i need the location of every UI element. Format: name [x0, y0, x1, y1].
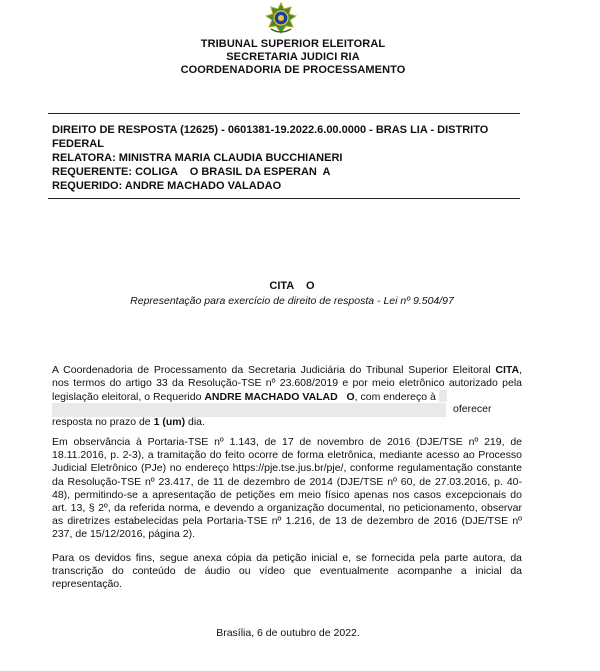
paragraph-citation-line2: nos termos do artigo 33 da Resolução-TSE nº 23.608/2019 e por meio eletrônico autorizado pela — [52, 377, 522, 390]
bottom-divider — [48, 198, 520, 199]
p1-line1-text: A Coordenadoria de Processamento da Secretaria Judiciária do Tribunal Superior Eleitoral — [52, 364, 496, 376]
p1-line5-text: resposta no prazo de — [52, 416, 154, 428]
case-requerido: REQUERIDO: ANDRE MACHADO VALADAO — [52, 180, 282, 192]
case-info — [52, 123, 522, 193]
header-court: TRIBUNAL SUPERIOR ELEITORAL — [200, 38, 386, 50]
p1-line1-comma: , — [519, 364, 522, 376]
paragraph-citation — [52, 364, 522, 434]
place-and-date: Brasília, 6 de outubro de 2022. — [216, 627, 360, 639]
citation-title: CITA O — [269, 280, 315, 292]
paragraph-citation-line5 — [52, 416, 205, 429]
case-number: DIREITO DE RESPOSTA (12625) - 0601381-19.2022.6.00.0000 - BRAS LIA - DISTRITO — [52, 124, 489, 136]
paragraph-pje-instructions: Em observância à Portaria-TSE nº 1.143, de 17 de novembro de 2016 (DJE/TSE nº 219, de 18.11.2016, p. 2-3), a tramitação do feito ocorre de forma eletrônica, mediante acesso ao Processo Judicial Eletrônico (PJe) no endereço https://pje.tse.jus.br/pje/, conforme regulamentação constante da Resolução-TSE nº 23.417, de 11 de dezembro de 2014 (DJE/TSE nº 60, de 27.03.2016, p. 40-48), permitindo-se a apresentação de petições em meio físico apenas nos casos excepcionais do art. 13, § 2º, da referida norma, e devendo a organização documental, no peticionamento, observar as diretrizes estabelecidas pela Portaria-TSE nº 1.216, de 13 de dezembro de 2016 (DJE/TSE nº 237, de 15/12/2016, página 2). — [52, 436, 522, 541]
paragraph-citation-line1 — [52, 364, 522, 377]
case-number-continuation: FEDERAL — [52, 138, 104, 150]
p1-line5-suffix: dia. — [185, 416, 205, 428]
paragraph-attachments: Para os devidos fins, segue anexa cópia da petição inicial e, se fornecida pela parte autora, da transcrição do conteúdo de áudio ou vídeo que eventualmente acompanhe a inicial da representação. — [52, 552, 522, 591]
p1-oferecer: oferecer — [453, 403, 492, 415]
header-coordination: COORDENADORIA DE PROCESSAMENTO — [180, 64, 406, 76]
citation-subtitle: Representação para exercício de direito de resposta - Lei nº 9.504/97 — [130, 295, 454, 307]
document-header — [0, 38, 600, 77]
p1-line3-text: legislação eleitoral, o Requerido — [52, 391, 205, 404]
top-divider — [48, 113, 520, 114]
p1-cita-bold: CITA — [495, 364, 520, 376]
case-requerente: REQUERENTE: COLIGA O BRASIL DA ESPERAN A — [52, 166, 331, 178]
redacted-address — [52, 403, 446, 417]
coat-of-arms-icon — [265, 2, 297, 34]
case-relatora: RELATORA: MINISTRA MARIA CLAUDIA BUCCHIANERI — [52, 152, 343, 164]
header-secretariat: SECRETARIA JUDICI RIA — [226, 51, 360, 63]
redacted-address-start — [439, 390, 447, 402]
p1-requerido-bold: ANDRE MACHADO VALAD O — [204, 391, 355, 404]
p1-line3-suffix: , com endereço à — [354, 391, 436, 404]
p1-prazo-bold: 1 (um) — [153, 416, 186, 428]
